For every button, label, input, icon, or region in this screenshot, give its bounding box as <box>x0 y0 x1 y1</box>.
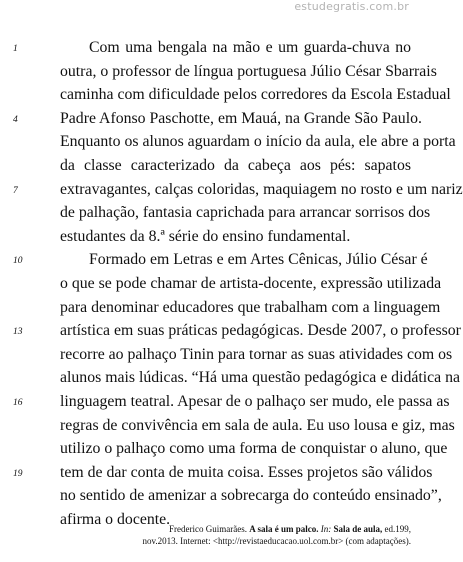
text-line <box>13 178 463 202</box>
text-line <box>60 154 411 178</box>
line-text: o que se pode chamar de artista-docente, expressão utilizada <box>60 274 442 292</box>
reference-line-1 <box>118 524 411 536</box>
reference-source: Sala de aula, <box>333 524 383 534</box>
text-line <box>60 83 451 107</box>
line-text: regras de convivência em sala de aula. Eu uso lousa e giz, mas <box>60 416 455 434</box>
reference-author: Frederico Guimarães. <box>169 524 247 534</box>
line-text: Formado em Letras e em Artes Cênicas, Júlio César é <box>89 251 428 269</box>
line-text: Enquanto os alunos aguardam o início da aula, ele abre a porta <box>60 133 456 151</box>
text-line <box>60 437 448 461</box>
text-line <box>60 225 411 249</box>
text-line <box>13 390 450 414</box>
line-text: extravagantes, calças coloridas, maquiagem no rosto e um nariz <box>60 180 463 198</box>
line-number: 7 <box>13 185 18 196</box>
text-line <box>60 60 437 84</box>
line-number: 19 <box>13 468 23 479</box>
line-text: Com uma bengala na mão e um guarda-chuva no <box>89 39 411 56</box>
line-text: tem de dar conta de muita coisa. Esses projetos são válidos <box>60 463 433 481</box>
text-line <box>60 272 442 296</box>
line-text: para denominar educadores que trabalham com a linguagem <box>60 298 441 316</box>
line-text: estudantes da 8.ª série do ensino fundamental. <box>60 227 351 245</box>
line-text: utilizo o palhaço como uma forma de conquistar o aluno, que <box>60 440 448 458</box>
reference-title: A sala é um palco. <box>249 524 319 534</box>
text-line <box>60 414 455 438</box>
text-line <box>60 201 431 225</box>
line-number: 13 <box>13 327 23 338</box>
article-text <box>13 36 463 531</box>
text-line <box>13 461 433 485</box>
line-number: 1 <box>13 44 18 54</box>
text-line <box>60 484 442 508</box>
line-number: 16 <box>13 397 23 408</box>
reference-in-label: In: <box>320 524 332 534</box>
text-line <box>60 343 453 367</box>
reference-details: ed.199, <box>384 524 411 534</box>
line-text: artística em suas práticas pedagógicas. Desde 2007, o professor <box>60 322 461 340</box>
reference-citation <box>118 524 411 547</box>
line-text: caminha com dificuldade pelos corredores da Escola Estadual <box>60 86 451 104</box>
text-line <box>13 36 411 60</box>
text-line <box>13 319 461 343</box>
line-text: da classe caracterizado da cabeça aos pés: sapatos <box>60 156 411 174</box>
text-line <box>60 366 461 390</box>
line-text: de palhação, fantasia caprichada para arrancar sorrisos dos <box>60 204 431 222</box>
line-number: 10 <box>13 256 23 267</box>
site-watermark: estudegratis.com.br <box>294 0 409 13</box>
line-text: Padre Afonso Paschotte, em Mauá, na Grande São Paulo. <box>60 109 422 127</box>
line-text: outra, o professor de língua portuguesa Júlio César Sbarrais <box>60 62 437 80</box>
line-text: recorre ao palhaço Tinin para tornar as suas atividades com os <box>60 345 453 363</box>
line-text: no sentido de amenizar a sobrecarga do conteúdo ensinado”, <box>60 487 442 505</box>
line-text: alunos mais lúdicas. “Há uma questão pedagógica e didática na <box>60 369 461 387</box>
text-line <box>60 296 441 320</box>
line-text: afirma o docente. <box>60 510 171 528</box>
text-line <box>60 130 456 154</box>
reference-line-2: nov.2013. Internet: <http://revistaeducacao.uol.com.br> (com adaptações). <box>142 535 411 546</box>
text-line <box>13 107 422 131</box>
line-text: linguagem teatral. Apesar de o palhaço ser mudo, ele passa as <box>60 392 450 410</box>
text-line <box>13 248 428 272</box>
line-number: 4 <box>13 114 18 125</box>
